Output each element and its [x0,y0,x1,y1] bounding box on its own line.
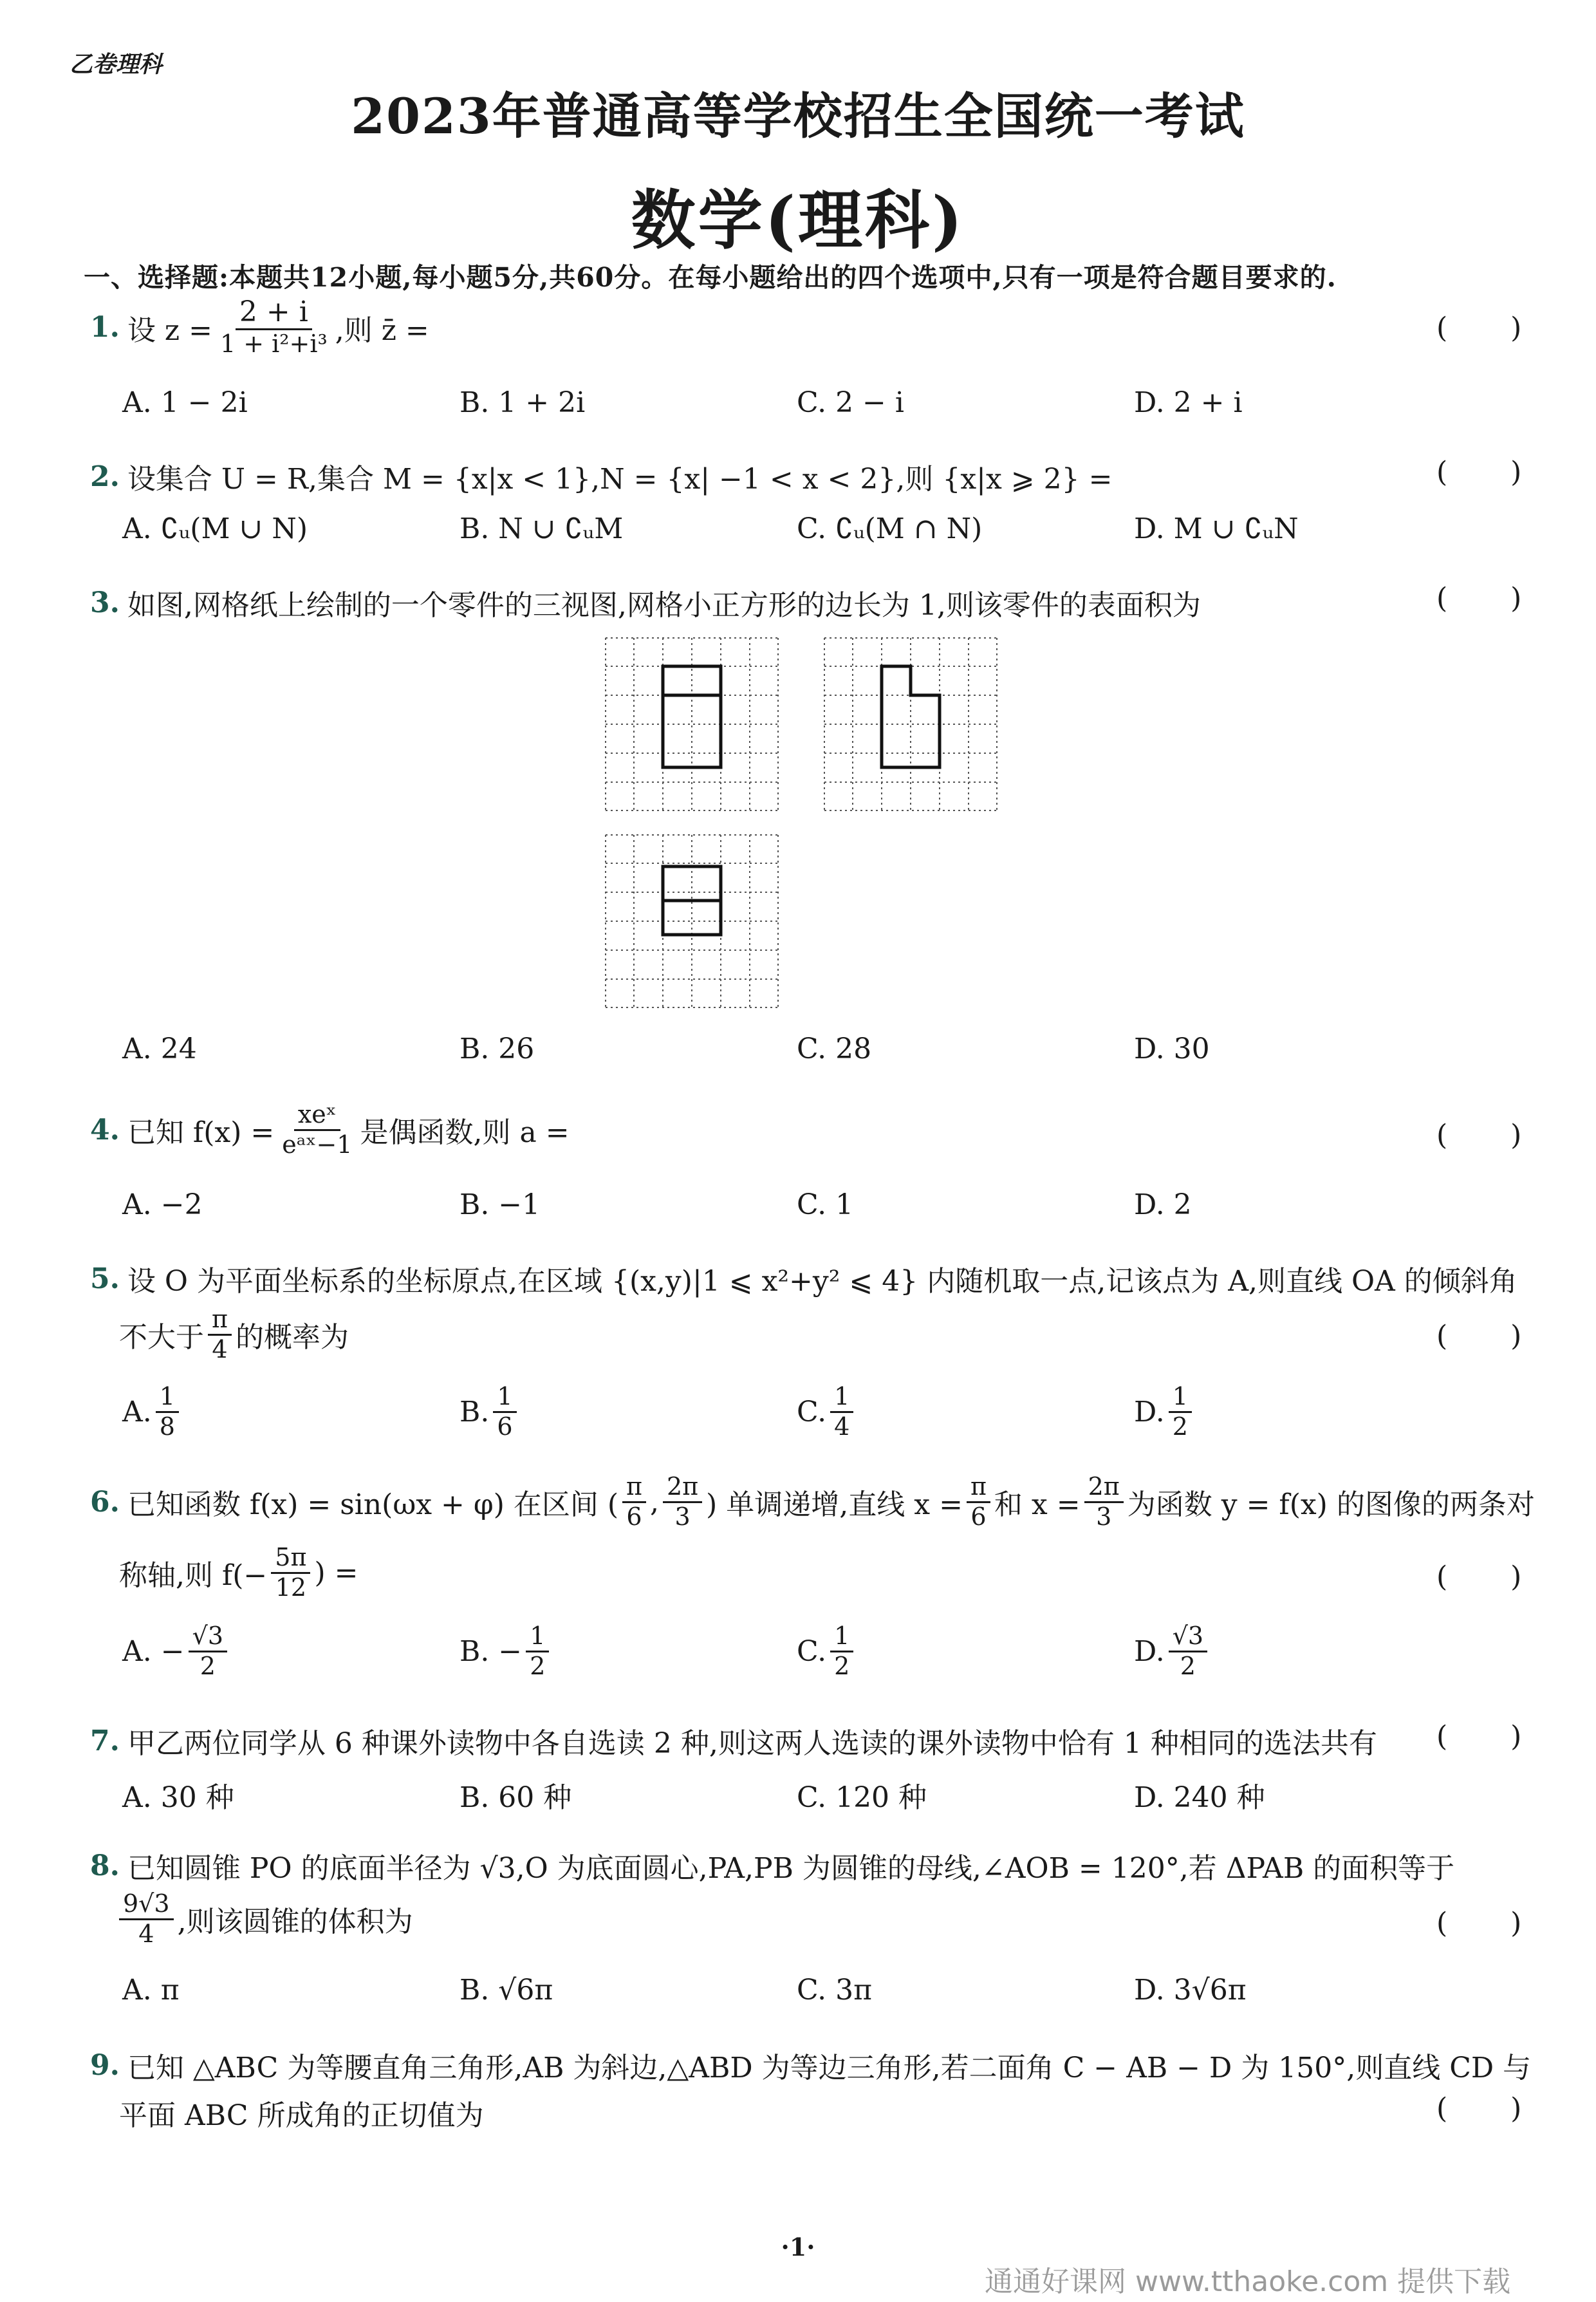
q5-option-d[interactable]: D. $\frac{1}{2}$ [1134,1384,1196,1440]
q6-option-d[interactable]: D. $\frac{√3}{2}$ [1134,1624,1211,1680]
q8-option-c[interactable]: C. 3π [797,1974,872,2007]
answer-blank-5[interactable]: ( ) [1436,1320,1549,1352]
question-6: 6. 已知函数 f(x) = sin(ωx + φ) 在区间 ( $\frac{\pi}{6}$ , $\frac{2\pi}{3}$ ) 单调递增,直线 x = $\frac{\pi}{6}$ 和 x = $\frac{2\pi}{3}$ 为函数 y = f(x) 的图像的两条对 [90,1472,1535,1531]
exam-subtitle: 数学(理科) [631,182,965,258]
answer-blank-3[interactable]: ( ) [1436,582,1549,615]
question-8: 8. 已知圆锥 PO 的底面半径为 √3,O 为底面圆心,PA,PB 为圆锥的母线,∠AOB = 120°,若 ΔPAB 的面积等于 [90,1849,1455,1885]
q8-option-d[interactable]: D. 3√6π [1134,1974,1247,2007]
q5-option-a[interactable]: A. $\frac{1}{8}$ [122,1384,183,1440]
q4-option-a[interactable]: A. −2 [122,1188,203,1221]
question-1: 1. 设 z = $\frac{2 + i}{\text{1 + i²+i³}}$ ,则 z̄ = [90,295,429,359]
q2-option-a[interactable]: A. ∁ᵤ(M ∪ N) [122,512,308,545]
question-5: 5. 设 O 为平面坐标系的坐标原点,在区域 {(x,y)|1 ⩽ x²+y² ⩽ 4} 内随机取一点,记该点为 A,则直线 OA 的倾斜角 [90,1262,1517,1298]
q8-option-a[interactable]: A. π [122,1974,180,2007]
question-8-line2: $\frac{9√3}{4}$ ,则该圆锥的体积为 [119,1891,413,1947]
q5-option-b[interactable]: B. $\frac{1}{6}$ [459,1384,521,1440]
answer-blank-2[interactable]: ( ) [1436,456,1549,489]
question-9-line2: 平面 ABC 所成角的正切值为 [119,2099,484,2132]
q4-option-d[interactable]: D. 2 [1134,1188,1192,1221]
q2-option-b[interactable]: B. N ∪ ∁ᵤM [459,512,624,545]
question-4: 4. 已知 f(x) = $\frac{\text{xeˣ}}{\text{eᵃˣ−1}}$ 是偶函数,则 a = [90,1100,570,1159]
three-view-top [605,834,779,1008]
q2-option-c[interactable]: C. ∁ᵤ(M ∩ N) [797,512,983,545]
question-6-line2: 称轴,则 f(− $\frac{5\pi}{12}$ ) = [119,1543,358,1602]
q1-option-c[interactable]: C. 2 − i [797,386,904,419]
q4-option-c[interactable]: C. 1 [797,1188,854,1221]
q7-option-d[interactable]: D. 240 种 [1134,1781,1265,1814]
three-view-front [605,637,779,811]
q2-option-d[interactable]: D. M ∪ ∁ᵤN [1134,512,1299,545]
q3-option-a[interactable]: A. 24 [122,1033,197,1065]
question-7: 7. 甲乙两位同学从 6 种课外读物中各自选读 2 种,则这两人选读的课外读物中恰有 1 种相同的选法共有 [90,1724,1377,1760]
q1-option-b[interactable]: B. 1 + 2i [459,386,586,419]
answer-blank-9[interactable]: ( ) [1436,2092,1549,2125]
q6-option-c[interactable]: C. $\frac{1}{2}$ [797,1624,857,1680]
section-heading: 一、选择题:本题共12小题,每小题5分,共60分。在每小题给出的四个选项中,只有一项是符合题目要求的. [84,262,1337,293]
q7-option-a[interactable]: A. 30 种 [122,1781,234,1814]
paper-tag: 乙卷理科 [70,51,163,78]
q4-option-b[interactable]: B. −1 [459,1188,541,1221]
q6-option-a[interactable]: A. − $\frac{√3}{2}$ [122,1624,231,1680]
q1-option-d[interactable]: D. 2 + i [1134,386,1243,419]
q6-option-b[interactable]: B. − $\frac{1}{2}$ [459,1624,553,1680]
q7-option-c[interactable]: C. 120 种 [797,1781,927,1814]
page-number: ·1· [781,2232,815,2261]
answer-blank-6[interactable]: ( ) [1436,1560,1549,1593]
q3-option-d[interactable]: D. 30 [1134,1033,1210,1065]
question-9: 9. 已知 △ABC 为等腰直角三角形,AB 为斜边,△ABD 为等边三角形,若二面角 C − AB − D 为 150°,则直线 CD 与 [90,2048,1532,2084]
source-watermark: 通通好课网 www.tthaoke.com 提供下载 [985,2265,1511,2298]
q7-option-b[interactable]: B. 60 种 [459,1781,572,1814]
q3-option-c[interactable]: C. 28 [797,1033,872,1065]
exam-title: 2023年普通高等学校招生全国统一考试 [351,88,1245,145]
question-5-line2: 不大于 $\frac{\pi}{4}$ 的概率为 [119,1305,349,1363]
answer-blank-7[interactable]: ( ) [1436,1720,1549,1753]
question-2: 2. 设集合 U = R,集合 M = {x|x < 1},N = {x| −1 < x < 2},则 {x|x ⩾ 2} = [90,460,1113,496]
q5-option-c[interactable]: C. $\frac{1}{4}$ [797,1384,857,1440]
three-view-side [824,637,998,811]
q3-option-b[interactable]: B. 26 [459,1033,535,1065]
answer-blank-1[interactable]: ( ) [1436,312,1549,344]
q8-option-b[interactable]: B. √6π [459,1974,553,2007]
answer-blank-4[interactable]: ( ) [1436,1119,1549,1152]
answer-blank-8[interactable]: ( ) [1436,1907,1549,1940]
q1-option-a[interactable]: A. 1 − 2i [122,386,248,419]
question-3: 3. 如图,网格纸上绘制的一个零件的三视图,网格小正方形的边长为 1,则该零件的表面积为 [90,586,1201,622]
